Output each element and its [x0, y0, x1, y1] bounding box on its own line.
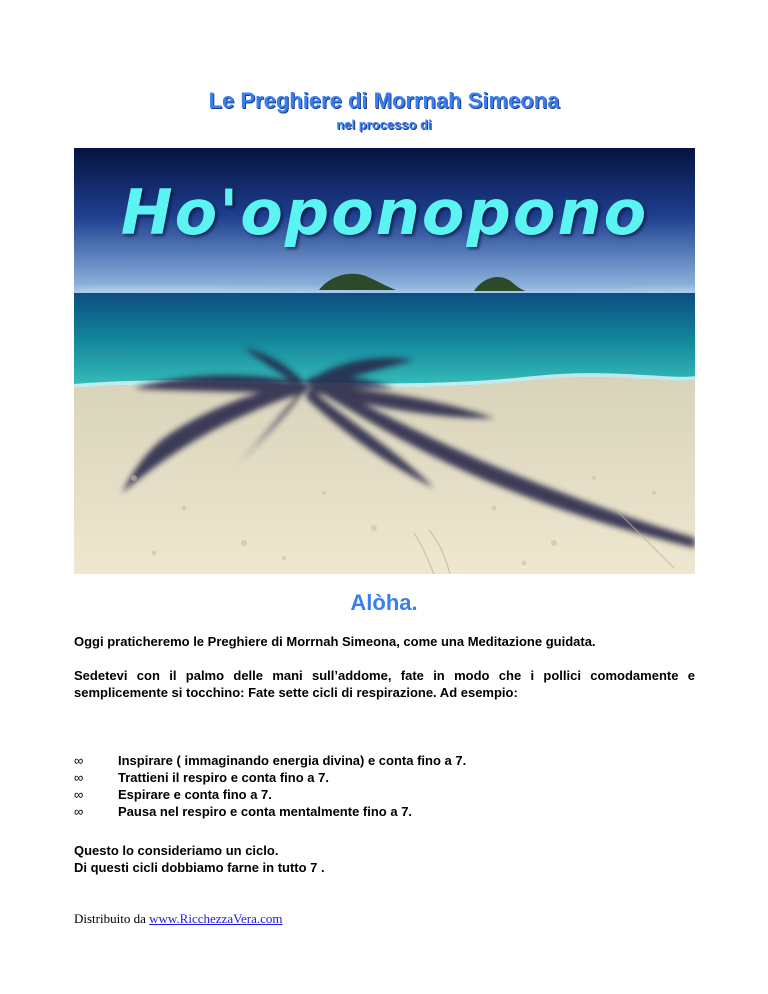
- cycle-note-line2: Di questi cicli dobbiamo farne in tutto 7 .: [74, 860, 325, 875]
- instructions-paragraph: Sedetevi con il palmo delle mani sull’addome, fate in modo che i pollici comodamente e semplicemente si tocchino: Fate sette cicli di respirazione. Ad esempio:: [74, 668, 695, 700]
- hero-banner-title: Ho'oponopono: [120, 176, 649, 249]
- step-text: Inspirare ( immaginando energia divina) e conta fino a 7.: [118, 753, 467, 768]
- breathing-steps-list: [74, 752, 695, 820]
- beach-photo: [74, 148, 695, 574]
- document-subtitle: nel processo di: [336, 117, 432, 132]
- intro-paragraph: Oggi praticheremo le Preghiere di Morrnah Simeona, come una Meditazione guidata.: [74, 634, 596, 649]
- cycle-note: [74, 842, 695, 876]
- list-item: [74, 769, 695, 786]
- footer-prefix: Distribuito da: [74, 911, 150, 926]
- step-text: Pausa nel respiro e conta mentalmente fino a 7.: [118, 804, 413, 819]
- cycle-note-line1: Questo lo consideriamo un ciclo.: [74, 843, 279, 858]
- step-text: Trattieni il respiro e conta fino a 7.: [118, 770, 329, 785]
- infinity-bullet-icon: ∞: [74, 804, 84, 819]
- document-title: Le Preghiere di Morrnah Simeona: [208, 88, 560, 113]
- step-text: Espirare e conta fino a 7.: [118, 787, 272, 802]
- website-link[interactable]: www.RicchezzaVera.com: [149, 911, 283, 926]
- greeting-heading: Alòha.: [350, 590, 418, 615]
- infinity-bullet-icon: ∞: [74, 753, 84, 768]
- list-item: [74, 786, 695, 803]
- list-item: [74, 803, 695, 820]
- infinity-bullet-icon: ∞: [74, 787, 84, 802]
- infinity-bullet-icon: ∞: [74, 770, 84, 785]
- list-item: [74, 752, 695, 769]
- footer-distribution: [74, 911, 283, 927]
